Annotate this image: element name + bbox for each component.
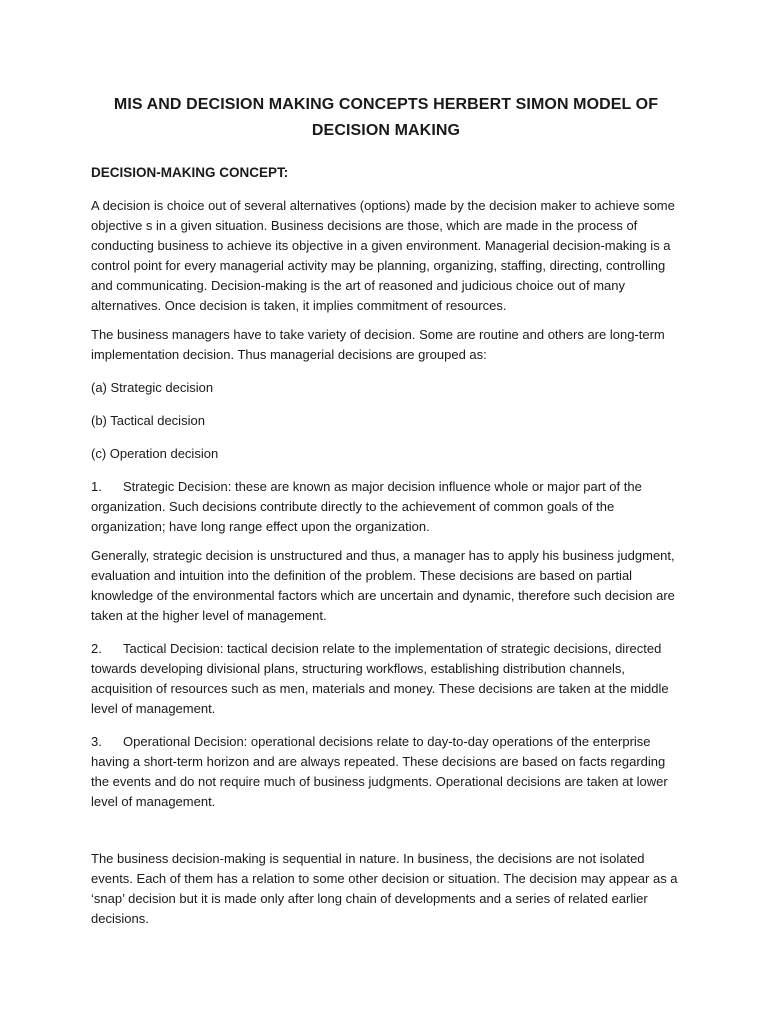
numbered-item-tactical: [91, 639, 681, 719]
item-text: Strategic Decision: these are known as major decision influence whole or major part of the organization. Such decisions contribute directly to the achievement of common goals of the organization; have long range effect upon the organization.: [91, 479, 642, 534]
decision-type-strategic: (a) Strategic decision: [91, 380, 214, 395]
intro-paragraph: A decision is choice out of several alternatives (options) made by the decision maker to achieve some objective s in a given situation. Business decisions are those, which are made in the process of conducting business to achieve its objective in a given environment. Managerial decision-making is a control point for every managerial activity may be planning, organizing, staffing, directing, controlling and communicating. Decision-making is the art of reasoned and judicious choice out of many alternatives. Once decision is taken, it implies commitment of resources.: [91, 198, 675, 313]
document-page: [91, 92, 681, 929]
document-title: MIS AND DECISION MAKING CONCEPTS HERBERT SIMON MODEL OF DECISION MAKING: [113, 96, 659, 139]
grouping-paragraph: The business managers have to take variety of decision. Some are routine and others are long-term implementation decision. Thus managerial decisions are grouped as:: [91, 327, 665, 362]
decision-type-operation: (c) Operation decision: [91, 446, 219, 461]
closing-paragraph: The business decision-making is sequential in nature. In business, the decisions are not isolated events. Each of them has a relation to some other decision or situation. The decision may appear as a ‘snap’ decision but it is made only after long chain of developments and a series of related earlier decisions.: [91, 851, 678, 926]
numbered-item-operational: [91, 732, 681, 812]
item-number: 1.: [91, 479, 102, 494]
item-text: Tactical Decision: tactical decision relate to the implementation of strategic decisions, directed towards developing divisional plans, structuring workflows, establishing distribution channels, acquisition of resources such as men, materials and money. These decisions are taken at the middle level of management.: [91, 641, 669, 716]
item-number: 3.: [91, 734, 102, 749]
decision-type-tactical: (b) Tactical decision: [91, 413, 205, 428]
item-number: 2.: [91, 641, 102, 656]
section-heading: DECISION-MAKING CONCEPT:: [91, 165, 289, 180]
item-text: Operational Decision: operational decisions relate to day-to-day operations of the enterprise having a short-term horizon and are always repeated. These decisions are based on facts regarding the events and do not require much of business judgments. Operational decisions are taken at lower level of management.: [91, 734, 668, 809]
numbered-item-strategic: [91, 477, 681, 537]
strategic-paragraph: Generally, strategic decision is unstructured and thus, a manager has to apply his business judgment, evaluation and intuition into the definition of the problem. These decisions are based on partial knowledge of the environmental factors which are uncertain and dynamic, therefore such decision are taken at the higher level of management.: [91, 548, 675, 623]
